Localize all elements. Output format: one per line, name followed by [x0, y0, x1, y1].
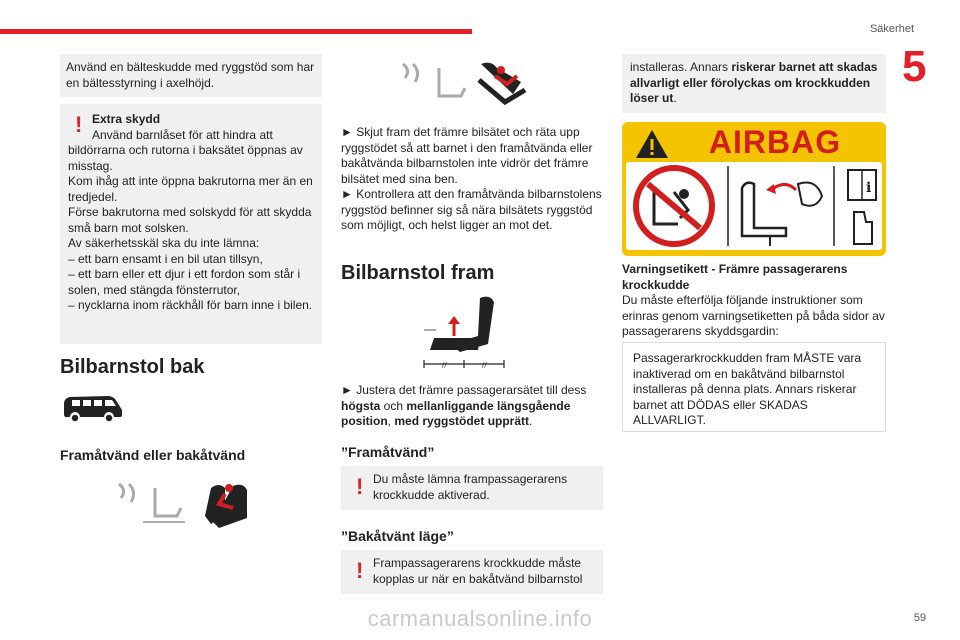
warning-exclamation-icon: ! [356, 558, 364, 583]
warning-line: Av säkerhetsskäl ska du inte lämna: [68, 236, 260, 250]
bullet-bold-middle: mellanliggande längsgående position [341, 398, 571, 428]
airbag-warning-label-icon [622, 122, 886, 256]
forward-warning-text: Du måste lämna frampassagerarens krockkudde aktiverad. [373, 472, 568, 502]
col2-bullets [341, 125, 603, 234]
section-title: Säkerhet [869, 23, 914, 35]
warning-line: Förse bakrutorna med solskydd för att skydda små barn mot solsken. [68, 205, 312, 235]
warning-exclamation-icon: ! [75, 112, 83, 137]
warning-line: – ett barn ensamt i en bil utan tillsyn, [68, 251, 263, 266]
warning-box-rearward [341, 550, 603, 594]
rear-warning-text: Frampassagerarens krockkudde måste kopplas ur när en bakåtvänd bilbarnstol [373, 556, 583, 586]
info-box-text: Använd en bälteskudde med ryggstöd som har en bältesstyrning i axelhöjd. [66, 60, 315, 90]
continued-text: installeras. Annars [630, 60, 732, 74]
continued-end: . [673, 91, 677, 105]
airbag-pictogram-panel [626, 162, 882, 250]
subheading-forward-rearward: Framåtvänd eller bakåtvänd [60, 447, 246, 463]
label-caption [622, 262, 886, 340]
bullet-adjust-seat [341, 383, 603, 430]
heading-forward-facing: ”Framåtvänd” [341, 444, 435, 460]
caption-title: Varningsetikett - Främre passagerarens krockkudde [622, 262, 848, 292]
bullet-bold-highest: högsta [341, 398, 381, 413]
caption-text: Du måste efterfölja följande instruktioner som erinras genom varningsetiketten på båda sidor av passagerarens skyddsgardin: [622, 293, 885, 338]
airbag-triangle-icon [634, 128, 670, 165]
bullet-text-and: och [380, 398, 407, 413]
heading-rear-child-seat: Bilbarnstol bak [60, 356, 205, 378]
warning-title: Extra skydd [92, 112, 161, 126]
svg-text://: // [442, 361, 447, 369]
bullet-move-seat: ► Skjut fram det främre bilsätet och räta upp ryggstödet så att barnet i den framåtvända eller bakåtvända bilbarnstolen inte vidrör det främre bilsätet med sina ben. [341, 125, 593, 186]
continued-bold-text: riskerar barnet att skadas allvarligt eller förolyckas om krockkudden löser ut [630, 60, 878, 105]
warning-line: – nycklarna inom räckhåll för barn inne i bilen. [68, 298, 313, 312]
notice-text: Passagerarkrockkudden fram MÅSTE vara inaktiverad om en bakåtvänd bilbarnstol installeras på denna plats. Annars riskerar barnet att DÖDAS eller SKADAS ALLVARLIGT. [633, 351, 862, 427]
child-seat-rearward-icon [395, 56, 535, 117]
continued-warning-box [622, 54, 886, 113]
warning-box-extra-protection [60, 104, 322, 344]
heading-rearward-facing: ”Bakåtvänt läge” [341, 528, 454, 544]
info-box [60, 54, 322, 97]
svg-text://: // [482, 361, 487, 369]
warning-line: Använd barnlåset för att hindra att bildörrarna och rutorna i baksätet öppnas av misstag. [68, 127, 303, 173]
bullet-bold-backrest: med ryggstödet upprätt [394, 414, 530, 428]
warning-exclamation-icon: ! [356, 474, 364, 499]
svg-text:i: i [866, 180, 872, 196]
warning-line: Kom ihåg att inte öppna bakrutorna mer än en tredjedel. [68, 174, 313, 204]
chapter-number: 5 [902, 42, 927, 91]
bullet-text-end: . [529, 414, 533, 428]
airbag-label-text: AIRBAG [708, 124, 842, 160]
page-number: 59 [913, 612, 926, 624]
header-red-bar [0, 29, 472, 34]
bullet-text-comma: , [387, 414, 395, 428]
bullet-check-backrest: ► Kontrollera att den framåtvända bilbarnstolens ryggstöd befinner sig så nära bilsätets ryggstöd som möjligt, och helst ligger an mot det. [341, 187, 602, 232]
car-icon [60, 392, 124, 429]
child-seat-forward-icon [115, 478, 255, 539]
warning-line: – ett barn eller ett djur i ett fordon som står i solen, med stängda fönsterrutor, [68, 267, 301, 297]
heading-front-child-seat: Bilbarnstol fram [341, 262, 495, 284]
notice-box [622, 342, 886, 432]
watermark: carmanualsonline.info [367, 606, 593, 631]
warning-box-forward [341, 466, 603, 510]
bullet-text: ► Justera det främre passagerarsätet till dess [341, 383, 587, 397]
seat-adjust-icon [420, 292, 510, 375]
